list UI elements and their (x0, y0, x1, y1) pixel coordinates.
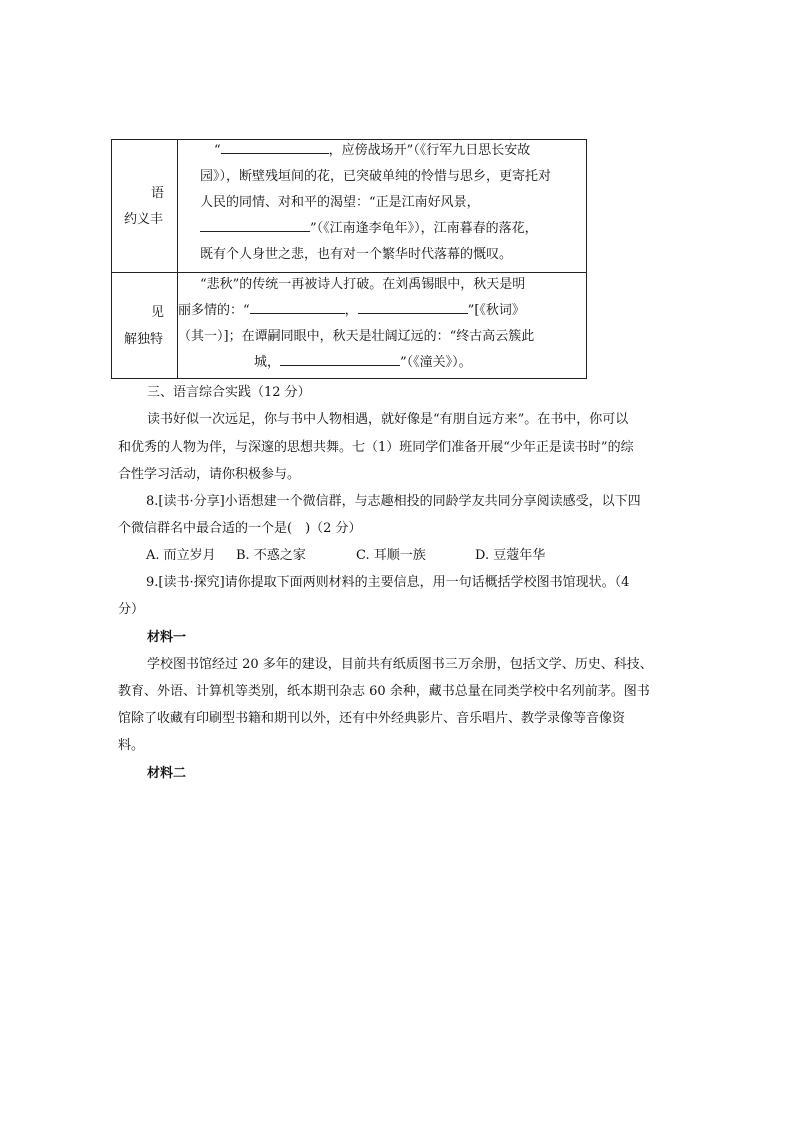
q9-line1: 9.[读书·探究]请你提取下面两则材料的主要信息，用一句话概括学校图书馆现状。（4 (146, 575, 630, 590)
row2-line1: “悲秋”的传统一再被诗人打破。在刘禹锡眼中，秋天是明 (200, 277, 526, 292)
q8-line1: 8.[读书·分享]小语想建一个微信群，与志趣相投的同龄学友共同分享阅读感受，以下四 (146, 494, 641, 509)
fill-blank[interactable] (221, 141, 329, 154)
poetry-table (111, 139, 587, 379)
q8-option-b[interactable]: B. 不惑之家 (236, 548, 306, 563)
row2-line4: 城， ”（《潼关》）。 (254, 355, 472, 370)
row1-line4: ”（《江南逢李龟年》），江南暮春的落花， (200, 215, 538, 243)
fill-blank[interactable] (200, 219, 310, 232)
q8-line2: 个微信群名中最合适的一个是( )（2 分） (118, 521, 362, 536)
material1-line1: 学校图书馆经过 20 多年的建设，目前共有纸质图书三万余册，包括文学、历史、科技、 (147, 657, 653, 672)
row1-line3: 人民的同情、对和平的渴望：“正是江南好风景， (200, 195, 480, 210)
row2-line3: （其一）]；在谭嗣同眼中，秋天是壮阔辽远的：“终古高云簇此 (178, 329, 535, 344)
material1-line4: 料。 (118, 738, 145, 753)
row1-label-line2: 约义丰 (124, 212, 164, 227)
intro-line2: 和优秀的人物为伴，与深邃的思想共舞。七（1）班同学们准备开展“少年正是读书时”的综 (118, 440, 634, 455)
row2-line2: 丽多情的：“ ， ”[《秋词》 (178, 303, 525, 318)
intro-line1: 读书好似一次远足，你与书中人物相遇，就好像是“有朋自远方来”。在书中，你可以 (147, 412, 629, 427)
q8-option-c[interactable]: C. 耳顺一族 (356, 548, 426, 563)
q8-option-a[interactable]: A. 而立岁月 (146, 548, 216, 563)
row2-label-line1: 见 (151, 305, 165, 320)
row1-line1: “ ，应傍战场开”（《行军九日思长安故 (214, 143, 531, 158)
fill-blank[interactable] (358, 301, 468, 314)
material1-line3: 馆除了收藏有印刷型书籍和期刊以外，还有中外经典影片、音乐唱片、教学录像等音像资 (118, 711, 626, 726)
row2-label-line2: 解独特 (124, 332, 164, 347)
fill-blank[interactable] (250, 301, 345, 314)
material2-title: 材料二 (147, 766, 187, 781)
q8-option-d[interactable]: D. 豆蔻年华 (475, 548, 546, 563)
fill-blank[interactable] (280, 353, 400, 366)
material1-title: 材料一 (147, 630, 187, 645)
row1-line2: 园》），断壁残垣间的花，已突破单纯的怜惜与思乡，更寄托对 (200, 169, 552, 184)
intro-line3: 合性学习活动，请你积极参与。 (118, 467, 301, 482)
row1-label-line1: 语 (151, 186, 165, 201)
row1-line5: 既有个人身世之悲，也有对一个繁华时代落幕的慨叹。 (200, 247, 513, 262)
material1-line2: 教育、外语、计算机等类别，纸本期刊杂志 60 余种，藏书总量在同类学校中名列前茅。图书 (118, 684, 650, 699)
q9-line2: 分） (118, 602, 145, 617)
section3-heading: 三、语言综合实践（12 分） (147, 385, 311, 400)
